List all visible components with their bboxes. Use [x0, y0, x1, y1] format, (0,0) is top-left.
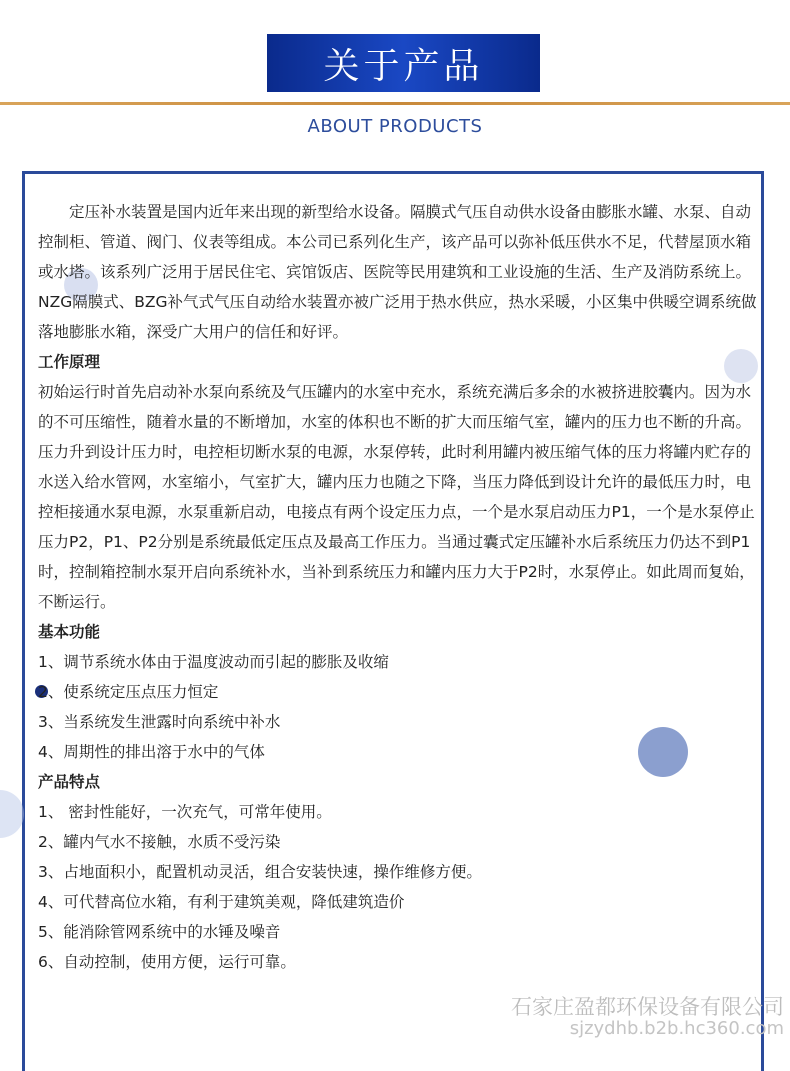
feature-item: 5、能消除管网系统中的水锤及噪音 — [38, 923, 281, 941]
feature-item: 4、可代替高位水箱，有利于建筑美观，降低建筑造价 — [38, 893, 405, 911]
feature-item: 3、占地面积小，配置机动灵活，组合安装快速，操作维修方便。 — [38, 863, 482, 881]
watermark-company: 石家庄盈都环保设备有限公司 — [511, 995, 784, 1019]
intro-paragraph: 定压补水装置是国内近年来出现的新型给水设备。隔膜式气压自动供水设备由膨胀水罐、水泵、自动控制柜、管道、阀门、仪表等组成。本公司已系列化生产，该产品可以弥补低压供水不足，代替屋顶水箱或水塔。该系列广泛用于居民住宅、宾馆饭店、医院等民用建筑和工业设施的生活、生产及消防系统上。NZG隔膜式、BZG补气式气压自动给水装置亦被广泛用于热水供应，热水采暖，小区集中供暖空调系统做落地膨胀水箱，深受广大用户的信任和好评。 — [38, 203, 757, 341]
title-divider — [0, 102, 790, 105]
principle-paragraph: 初始运行时首先启动补水泵向系统及气压罐内的水室中充水，系统充满后多余的水被挤进胶囊内。因为水的不可压缩性，随着水量的不断增加，水室的体积也不断的扩大而压缩气室，罐内的压力也不断的升高。压力升到设计压力时，电控柜切断水泵的电源，水泵停转，此时利用罐内被压缩气体的压力将罐内贮存的水送入给水管网，水室缩小，气室扩大，罐内压力也随之下降，当压力降低到设计允许的最低压力时，电控柜接通水泵电源，水泵重新启动，电接点有两个设定压力点，一个是水泵启动压力P1，一个是水泵停止压力P2，P1、P2分别是系统最低定压点及最高工作压力。当通过囊式定压罐补水后系统压力仍达不到P1时，控制箱控制水泵开启向系统补水，当补到系统压力和罐内压力大于P2时，水泵停止。如此周而复始，不断运行。 — [38, 383, 755, 611]
feature-item: 1、 密封性能好，一次充气，可常年使用。 — [38, 803, 332, 821]
feature-item: 2、罐内气水不接触，水质不受污染 — [38, 833, 281, 851]
decorative-dot — [0, 790, 24, 838]
function-item: 1、调节系统水体由于温度波动而引起的膨胀及收缩 — [38, 653, 389, 671]
feature-item: 6、自动控制，使用方便，运行可靠。 — [38, 953, 296, 971]
page-subtitle: ABOUT PRODUCTS — [307, 116, 483, 137]
page-title: 关于产品 — [267, 34, 540, 92]
watermark-url: sjzydhb.b2b.hc360.com — [569, 1018, 784, 1039]
features-heading: 产品特点 — [38, 773, 101, 791]
product-description — [38, 197, 758, 977]
function-item: 2、使系统定压点压力恒定 — [38, 683, 219, 701]
function-item: 3、当系统发生泄露时向系统中补水 — [38, 713, 281, 731]
principle-heading: 工作原理 — [38, 353, 101, 371]
function-item: 4、周期性的排出溶于水中的气体 — [38, 743, 265, 761]
functions-heading: 基本功能 — [38, 623, 101, 641]
